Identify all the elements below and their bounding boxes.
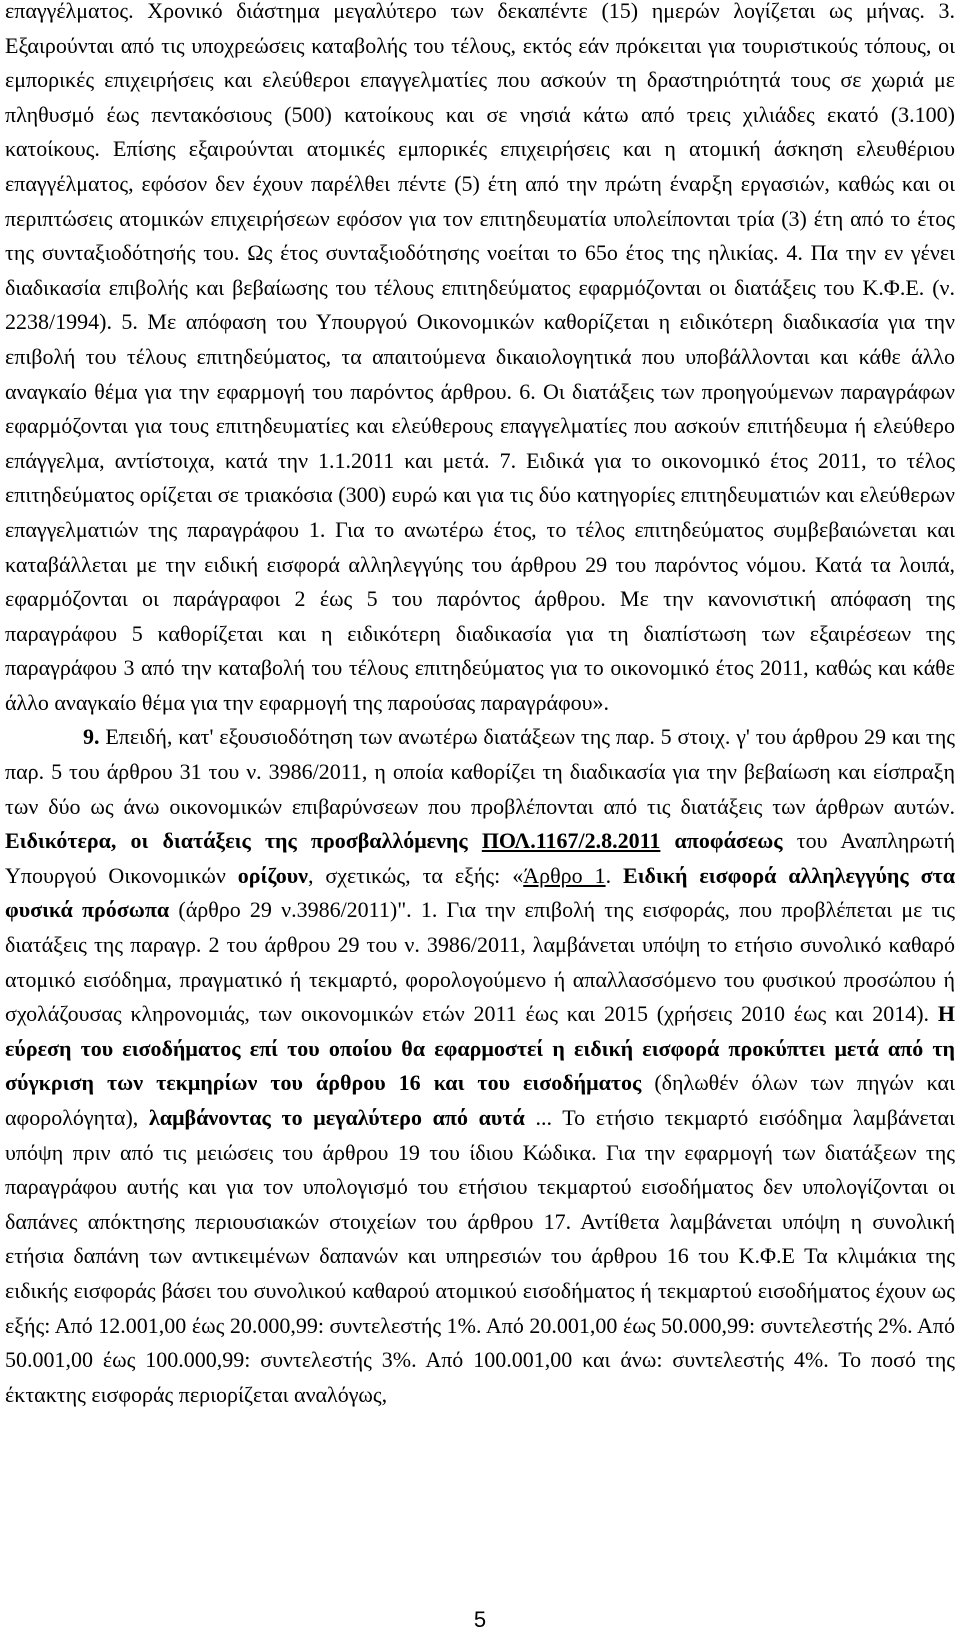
bold-text-run: ορίζουν	[237, 862, 308, 888]
text-run: επαγγέλματος. Χρονικό διάστημα μεγαλύτερο των δεκαπέντε (15) ημερών λογίζεται ως μήνας. 3. Εξαιρούνται από τις υποχρεώσεις καταβολής του τέλους, εκτός εάν πρόκειται για τουριστικούς τόπους, οι εμπορικές επιχειρήσεις και ελεύθεροι επαγγελματίες που ασκούν τη δραστηριότητά τους σε χωριά με πληθυσμό έως πεντακόσιους (500) κατοίκους και σε νησιά κάτω από τρεις χιλιάδες εκατό (3.100) κατοίκους. Επίσης εξαιρούνται ατομικές εμπορικές επιχειρήσεις και η ατομική άσκηση ελευθέριου επαγγέλματος, εφόσον δεν έχουν παρέλθει πέντε (5) έτη από την πρώτη έναρξη εργασιών, καθώς και οι περιπτώσεις ατομικών επιχειρήσεων εφόσον για τον επιτηδευματία υπολείπονται τρία (3) έτη από το έτος της συνταξιοδότησής του. Ως έτος συνταξιοδότησης νοείται το 65ο έτος της ηλικίας. 4. Πα την εν γένει διαδικασία επιβολής και βεβαίωσης του τέλους επιτηδεύματος εφαρμόζονται οι διατάξεις του Κ.Φ.Ε. (ν. 2238/1994). 5. Με απόφαση του Υπουργού Οικονομικών καθορίζεται η ειδικότερη διαδικασία για την επιβολή του τέλους επιτηδεύματος, τα απαιτούμενα δικαιολογητικά που υποβάλλονται και κάθε άλλο αναγκαίο θέμα για την εφαρμογή του παρόντος άρθρου. 6. Οι διατάξεις των προηγούμενων παραγράφων εφαρμόζονται για τους επιτηδευματίες και ελεύθερους επαγγελματίες που ασκούν επιτήδευμα ή ελεύθερο επάγγελμα, αντίστοιχα, κατά την 1.1.2011 και μετά. 7. Ειδικά για το οικονομικό έτος 2011, το τέλος επιτηδεύματος ορίζεται σε τριακόσια (300) ευρώ και για τις δύο κατηγορίες επιτηδευματιών και ελεύθερων επαγγελματιών της παραγράφου 1. Για το ανωτέρω έτος, το τέλος επιτηδεύματος συμβεβαιώνεται και καταβάλλεται με την ειδική εισφορά αλληλεγγύης του άρθρου 29 του παρόντος νόμου. Κατά τα λοιπά, εφαρμόζονται οι παράγραφοι 2 έως 5 του παρόντος άρθρου. Με την κανονιστική απόφαση της παραγράφου 5 καθορίζεται και η ειδικότερη διαδικασία για τη διαπίστωση των εξαιρέσεων της παραγράφου 3 από την καταβολή του τέλους επιτηδεύματος για το οικονομικό έτος 2011, καθώς και κάθε άλλο αναγκαίο θέμα για την εφαρμογή της παρούσας παραγράφου».	[5, 0, 955, 715]
page-number: 5	[473, 1607, 487, 1632]
text-run: .	[605, 862, 624, 888]
bold-text-run: Η εύρεση του εισοδήματος επί του οποίου θα εφαρμοστεί η ειδική εισφορά προκύπτει μετά από τη σύγκριση των τεκμηρίων του άρθρου 16 και του εισοδήματος	[5, 1001, 955, 1096]
bold-text-run: Ειδικότερα, οι διατάξεις της προσβαλλόμενης	[5, 828, 482, 854]
underlined-bold-text-run: ΠΟΛ.1167/2.8.2011	[481, 828, 661, 854]
paragraph-1	[5, 0, 955, 720]
bold-text-run: 9.	[83, 724, 100, 750]
text-run: ... Το ετήσιο τεκμαρτό εισόδημα λαμβάνεται υπόψη πριν από τις μειώσεις του άρθρου 19 του ίδιου Κώδικα. Για την εφαρμογή των διατάξεων της παραγράφου αυτής και για τον υπολογισμό του ετήσιου τεκμαρτού εισοδήματος δεν υπολογίζονται οι δαπάνες απόκτησης περιουσιακών στοιχείων του άρθρου 17. Αντίθετα λαμβάνεται υπόψη η συνολική ετήσια δαπάνη των αντικειμένων δαπανών και υπηρεσιών του άρθρου 16 του Κ.Φ.Ε Τα κλιμάκια της ειδικής εισφοράς βάσει του συνολικού καθαρού ατομικού εισοδήματος ή τεκμαρτού εισοδήματος έχουν ως εξής: Από 12.001,00 έως 20.000,99: συντελεστής 1%. Από 20.001,00 έως 50.000,99: συντελεστής 2%. Από 50.001,00 έως 100.000,99: συντελεστής 3%. Από 100.001,00 και άνω: συντελεστής 4%. Το ποσό της έκτακτης εισφοράς περιορίζεται αναλόγως,	[5, 1105, 955, 1407]
text-run: , σχετικώς, τα εξής: «	[307, 862, 524, 888]
text-run: Επειδή, κατ' εξουσιοδότηση των ανωτέρω διατάξεων της παρ. 5 στοιχ. γ' του άρθρου 29 και της παρ. 5 του άρθρου 31 του ν. 3986/2011, η οποία καθορίζει τη διαδικασία για την βεβαίωση και είσπραξη των δύο ως άνω οικονομικών επιβαρύνσεων που προβλέπονται από τις διατάξεις των άρθρων αυτών.	[5, 724, 955, 819]
text-run: του Αναπληρωτή Υπουργού Οικονομικών	[5, 828, 955, 888]
underlined-text-run: Άρθρο 1	[523, 862, 606, 888]
text-run: (δηλωθέν όλων των πηγών και αφορολόγητα),	[5, 1070, 955, 1130]
bold-text-run: αποφάσεως	[660, 828, 783, 854]
bold-text-run: Ειδική εισφορά αλληλεγγύης στα φυσικά πρόσωπα	[5, 862, 956, 923]
text-run: (άρθρο 29 ν.3986/2011)". 1. Για την επιβολή της εισφοράς, που προβλέπεται με τις διατάξεις της παραγρ. 2 του άρθρου 29 του ν. 3986/2011, λαμβάνεται υπόψη το ετήσιο συνολικό καθαρό ατομικό εισόδημα, πραγματικό ή τεκμαρτό, φορολογούμενο ή απαλλασσόμενο του φυσικού προσώπου ή σχολάζουσας κληρονομιάς, των οικονομικών ετών 2011 έως και 2015 (χρήσεις 2010 έως και 2014).	[5, 897, 956, 1027]
bold-text-run: λαμβάνοντας το μεγαλύτερο από αυτά	[148, 1105, 525, 1130]
paragraph-2	[5, 720, 955, 1412]
